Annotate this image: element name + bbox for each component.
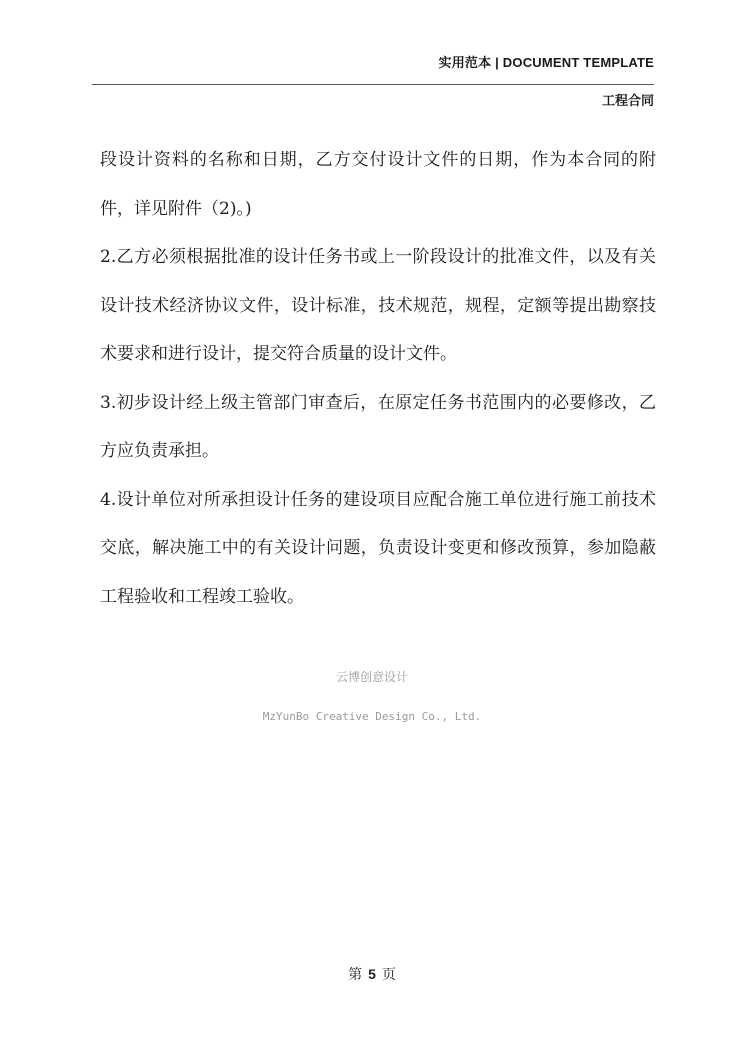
document-header-title: 实用范本 | DOCUMENT TEMPLATE [438,55,654,70]
header-divider [92,84,654,85]
paragraph-1: 段设计资料的名称和日期，乙方交付设计文件的日期，作为本合同的附件，详见附件（2)。) [100,150,656,219]
paragraph-3: 3.初步设计经上级主管部门审查后，在原定任务书范围内的必要修改，乙方应负责承担。 [100,392,656,461]
company-name-en: MzYunBo Creative Design Co., Ltd. [262,710,482,723]
company-name-cn: 云博创意设计 [335,670,408,684]
document-body [100,136,656,621]
page-number [0,964,744,984]
page-number-value: 5 [368,966,376,982]
document-category: 工程合同 [601,93,654,108]
page-prefix: 第 [348,967,363,983]
page-suffix: 页 [381,967,396,983]
paragraph-4: 4.设计单位对所承担设计任务的建设项目应配合施工单位进行施工前技术交底，解决施工中的有关设计问题，负责设计变更和修改预算，参加隐蔽工程验收和工程竣工验收。 [100,489,656,607]
paragraph-2: 2.乙方必须根据批准的设计任务书或上一阶段设计的批准文件，以及有关设计技术经济协议文件，设计标准，技术规范，规程，定额等提出勘察技术要求和进行设计，提交符合质量的设计文件。 [100,247,656,364]
